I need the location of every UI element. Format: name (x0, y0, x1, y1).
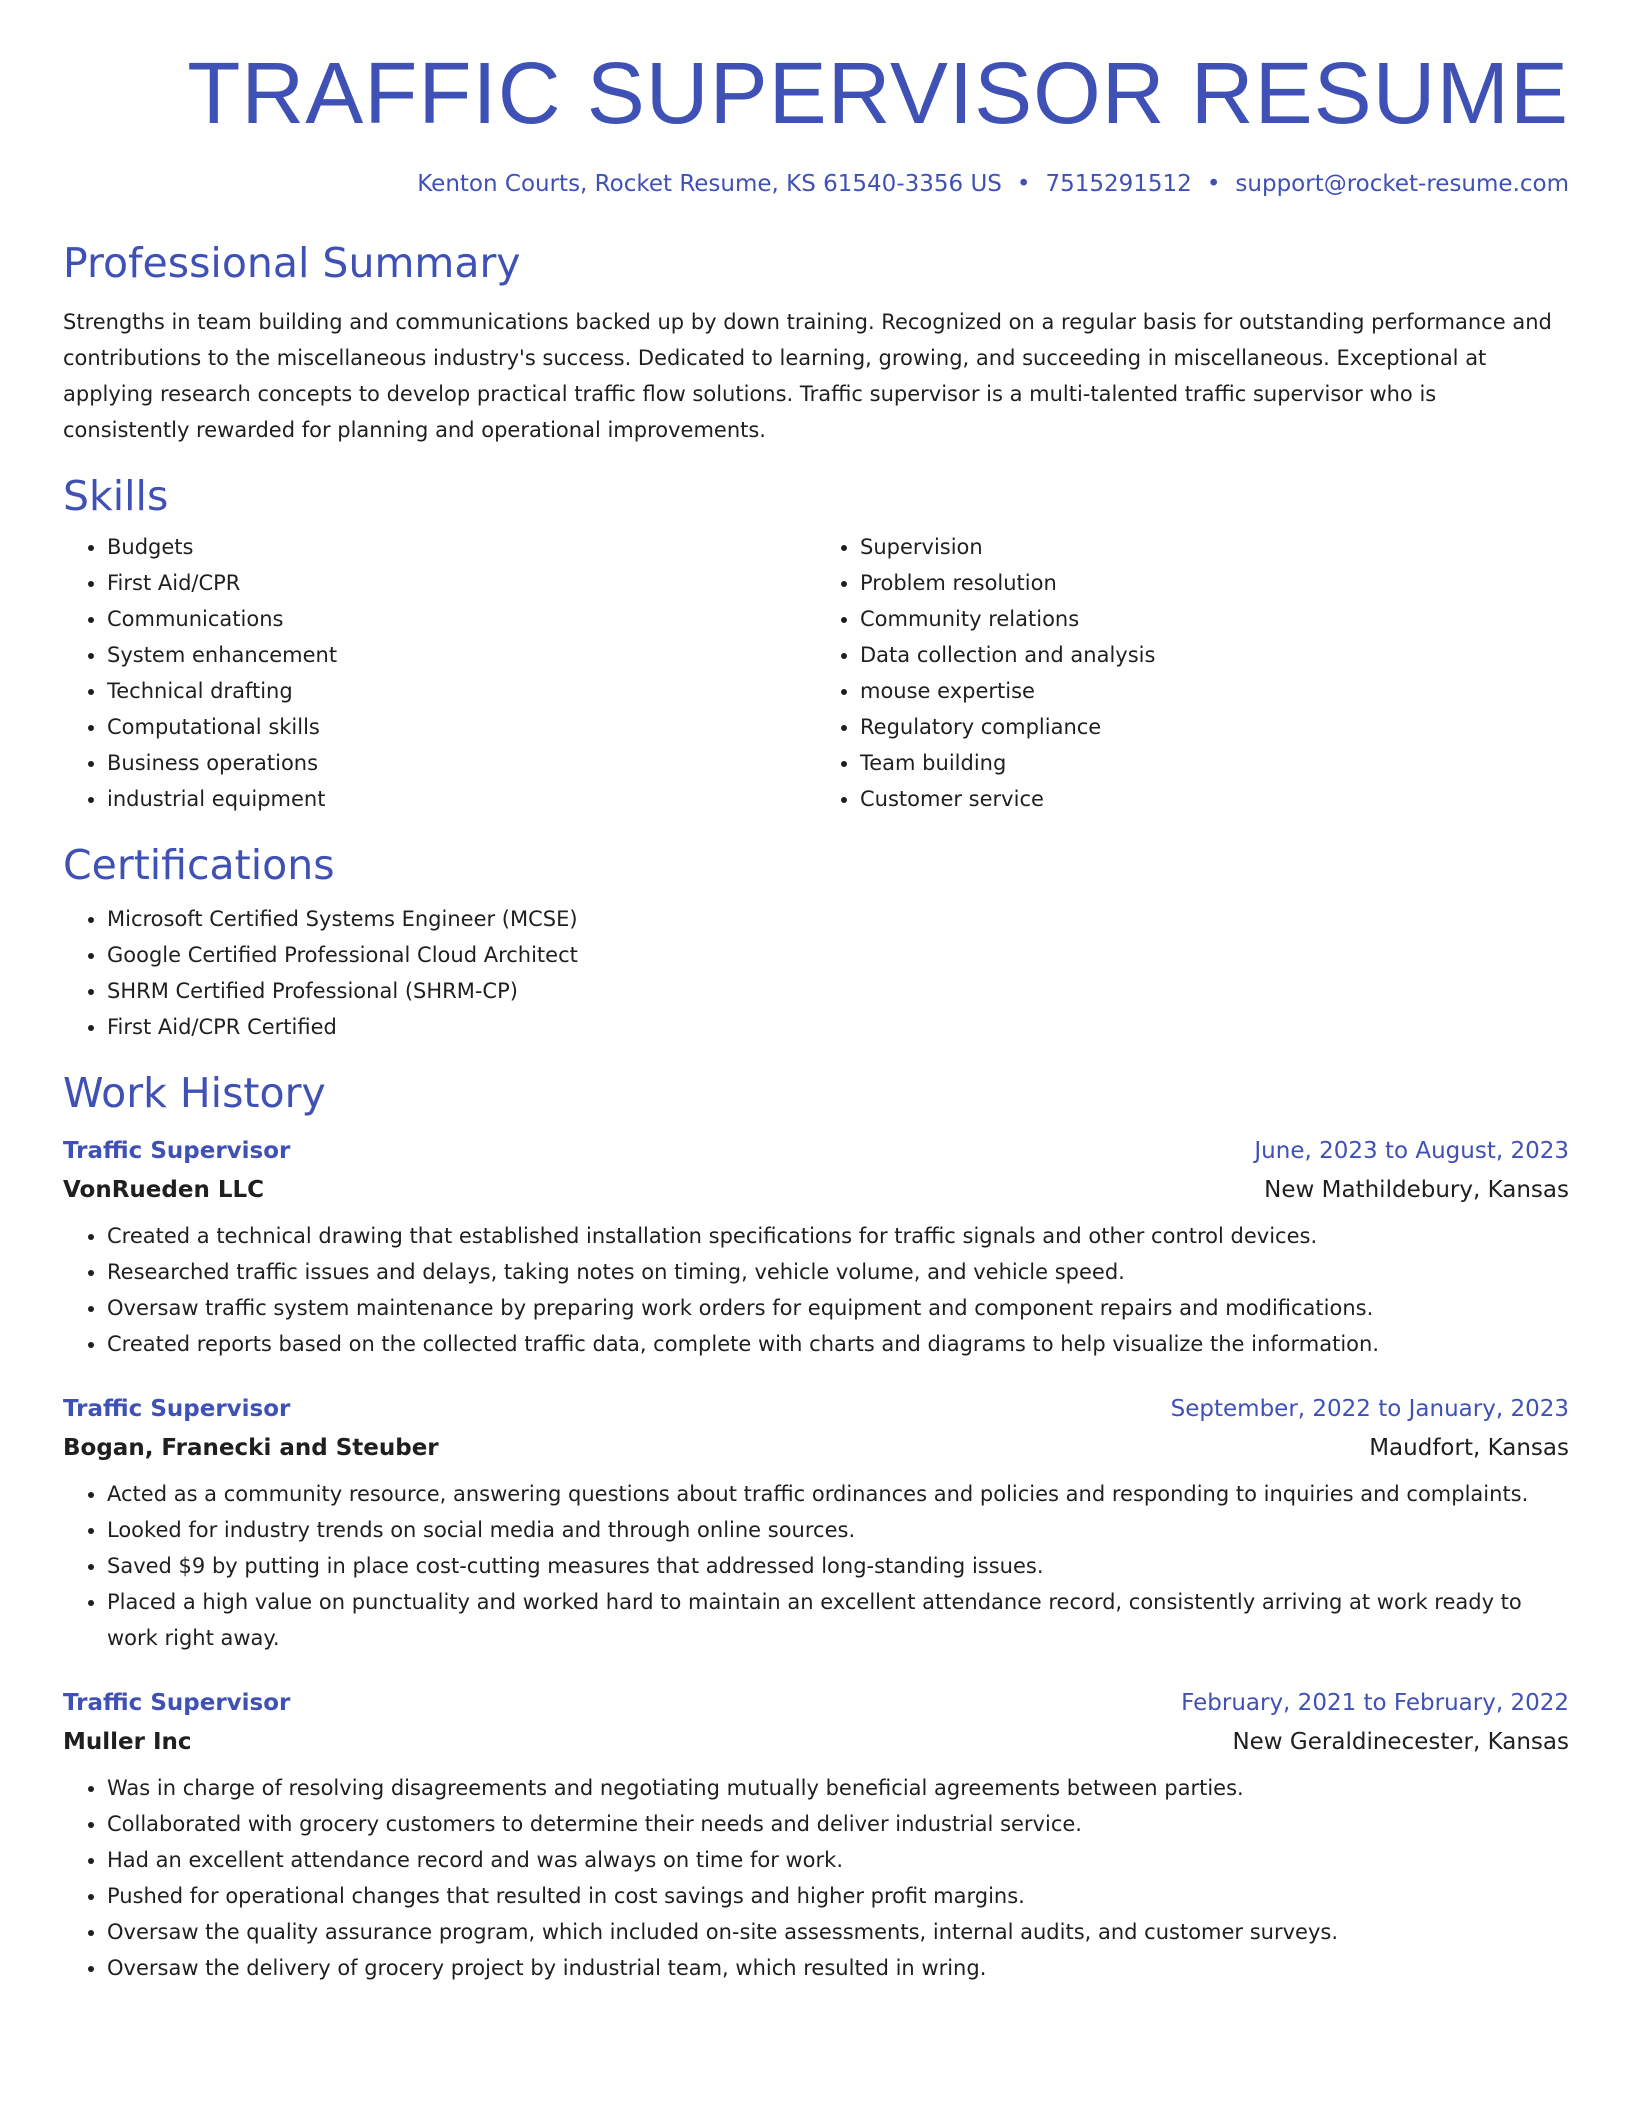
job-dates: September, 2022 to January, 2023 (1170, 1395, 1569, 1422)
skill-item: • Computational skills (107, 709, 816, 745)
job-bullet: • Researched traffic issues and delays, taking notes on timing, vehicle volume, and vehicle speed. (107, 1254, 1569, 1290)
job-location: New Geraldinecester, Kansas (1232, 1728, 1569, 1755)
certifications-section (63, 841, 1569, 1044)
job-bullets (63, 1770, 1569, 1986)
job-bullet: • Was in charge of resolving disagreements and negotiating mutually beneficial agreements between parties. (107, 1770, 1569, 1806)
contact-address: Kenton Courts, Rocket Resume, KS 61540-3356 US (417, 171, 1002, 197)
skills-grid (63, 529, 1569, 817)
summary-heading: Professional Summary (63, 239, 521, 287)
skill-item: • Supervision (860, 529, 1569, 565)
job-location: Maudfort, Kansas (1369, 1434, 1569, 1461)
contact-line (63, 171, 1569, 197)
skills-section (63, 472, 1569, 817)
job-entry (63, 1132, 1569, 1362)
skill-item: • Budgets (107, 529, 816, 565)
skill-item: • Regulatory compliance (860, 709, 1569, 745)
job-company-row (63, 1429, 1569, 1468)
job-bullet: • Acted as a community resource, answering questions about traffic ordinances and policies and responding to inquiries and complaints. (107, 1476, 1569, 1512)
skills-list-right (816, 529, 1569, 817)
job-bullet: • Oversaw traffic system maintenance by preparing work orders for equipment and component repairs and modifications. (107, 1290, 1569, 1326)
skill-item: • mouse expertise (860, 673, 1569, 709)
skill-item: • Community relations (860, 601, 1569, 637)
job-bullet: • Saved $9 by putting in place cost-cutting measures that addressed long-standing issues. (107, 1548, 1569, 1584)
job-dates: June, 2023 to August, 2023 (1254, 1137, 1569, 1164)
resume-title: TRAFFIC SUPERVISOR RESUME (187, 45, 1569, 142)
job-title-row (63, 1390, 1569, 1429)
skill-item: • First Aid/CPR (107, 565, 816, 601)
skill-item: • System enhancement (107, 637, 816, 673)
resume-header (63, 0, 1569, 197)
certification-item: • SHRM Certified Professional (SHRM-CP) (107, 973, 1569, 1009)
skill-item: • Customer service (860, 781, 1569, 817)
job-entry (63, 1684, 1569, 1986)
job-bullet: • Oversaw the delivery of grocery project by industrial team, which resulted in wring. (107, 1950, 1569, 1986)
job-dates: February, 2021 to February, 2022 (1181, 1689, 1569, 1716)
contact-separator: • (1206, 171, 1221, 197)
certifications-list (63, 901, 1569, 1045)
job-bullet: • Pushed for operational changes that resulted in cost savings and higher profit margins. (107, 1878, 1569, 1914)
job-bullet: • Collaborated with grocery customers to determine their needs and deliver industrial service. (107, 1806, 1569, 1842)
work-history-heading: Work History (63, 1068, 326, 1117)
job-bullets (63, 1476, 1569, 1656)
job-bullet: • Created a technical drawing that established installation specifications for traffic signals and other control devices. (107, 1218, 1569, 1254)
jobs-container (63, 1132, 1569, 1986)
job-bullet: • Placed a high value on punctuality and worked hard to maintain an excellent attendance record, consistently arriving at work ready to work right away. (107, 1584, 1569, 1656)
job-title-row (63, 1684, 1569, 1723)
summary-text: Strengths in team building and communications backed up by down training. Recognized on a regular basis for outstanding performance and contributions to the miscellaneous industry's success. Dedicated to learning, growing, and succeeding in miscellaneous. Exceptional at applying research concepts to develop practical traffic flow solutions. Traffic supervisor is a multi-talented traffic supervisor who is consistently rewarded for planning and operational improvements. (63, 310, 1552, 443)
job-company-row (63, 1171, 1569, 1210)
skill-item: • Problem resolution (860, 565, 1569, 601)
job-title: Traffic Supervisor (63, 1137, 291, 1164)
job-company: Muller Inc (63, 1728, 192, 1755)
work-history-section (63, 1069, 1569, 1986)
skill-item: • Data collection and analysis (860, 637, 1569, 673)
summary-section (63, 239, 1569, 448)
job-location: New Mathildebury, Kansas (1264, 1176, 1569, 1203)
job-company-row (63, 1723, 1569, 1762)
job-title-row (63, 1132, 1569, 1171)
job-bullet: • Had an excellent attendance record and was always on time for work. (107, 1842, 1569, 1878)
job-bullets (63, 1218, 1569, 1362)
job-title: Traffic Supervisor (63, 1689, 291, 1716)
skills-heading: Skills (63, 472, 169, 521)
job-title: Traffic Supervisor (63, 1395, 291, 1422)
job-company: Bogan, Franecki and Steuber (63, 1434, 439, 1461)
certifications-heading: Certifications (63, 841, 335, 890)
skill-item: • Team building (860, 745, 1569, 781)
certification-item: • Microsoft Certified Systems Engineer (MCSE) (107, 901, 1569, 937)
contact-email[interactable]: support@rocket-resume.com (1235, 171, 1569, 197)
certification-item: • Google Certified Professional Cloud Architect (107, 937, 1569, 973)
job-bullet: • Created reports based on the collected traffic data, complete with charts and diagrams to help visualize the information. (107, 1326, 1569, 1362)
job-bullet: • Looked for industry trends on social media and through online sources. (107, 1512, 1569, 1548)
contact-phone: 7515291512 (1045, 171, 1192, 197)
job-entry (63, 1390, 1569, 1656)
certification-item: • First Aid/CPR Certified (107, 1009, 1569, 1045)
job-bullet: • Oversaw the quality assurance program, which included on-site assessments, internal audits, and customer surveys. (107, 1914, 1569, 1950)
job-company: VonRueden LLC (63, 1176, 265, 1203)
skill-item: • Business operations (107, 745, 816, 781)
skills-list-left (63, 529, 816, 817)
contact-separator: • (1016, 171, 1031, 197)
skill-item: • Communications (107, 601, 816, 637)
skill-item: • Technical drafting (107, 673, 816, 709)
skill-item: • industrial equipment (107, 781, 816, 817)
